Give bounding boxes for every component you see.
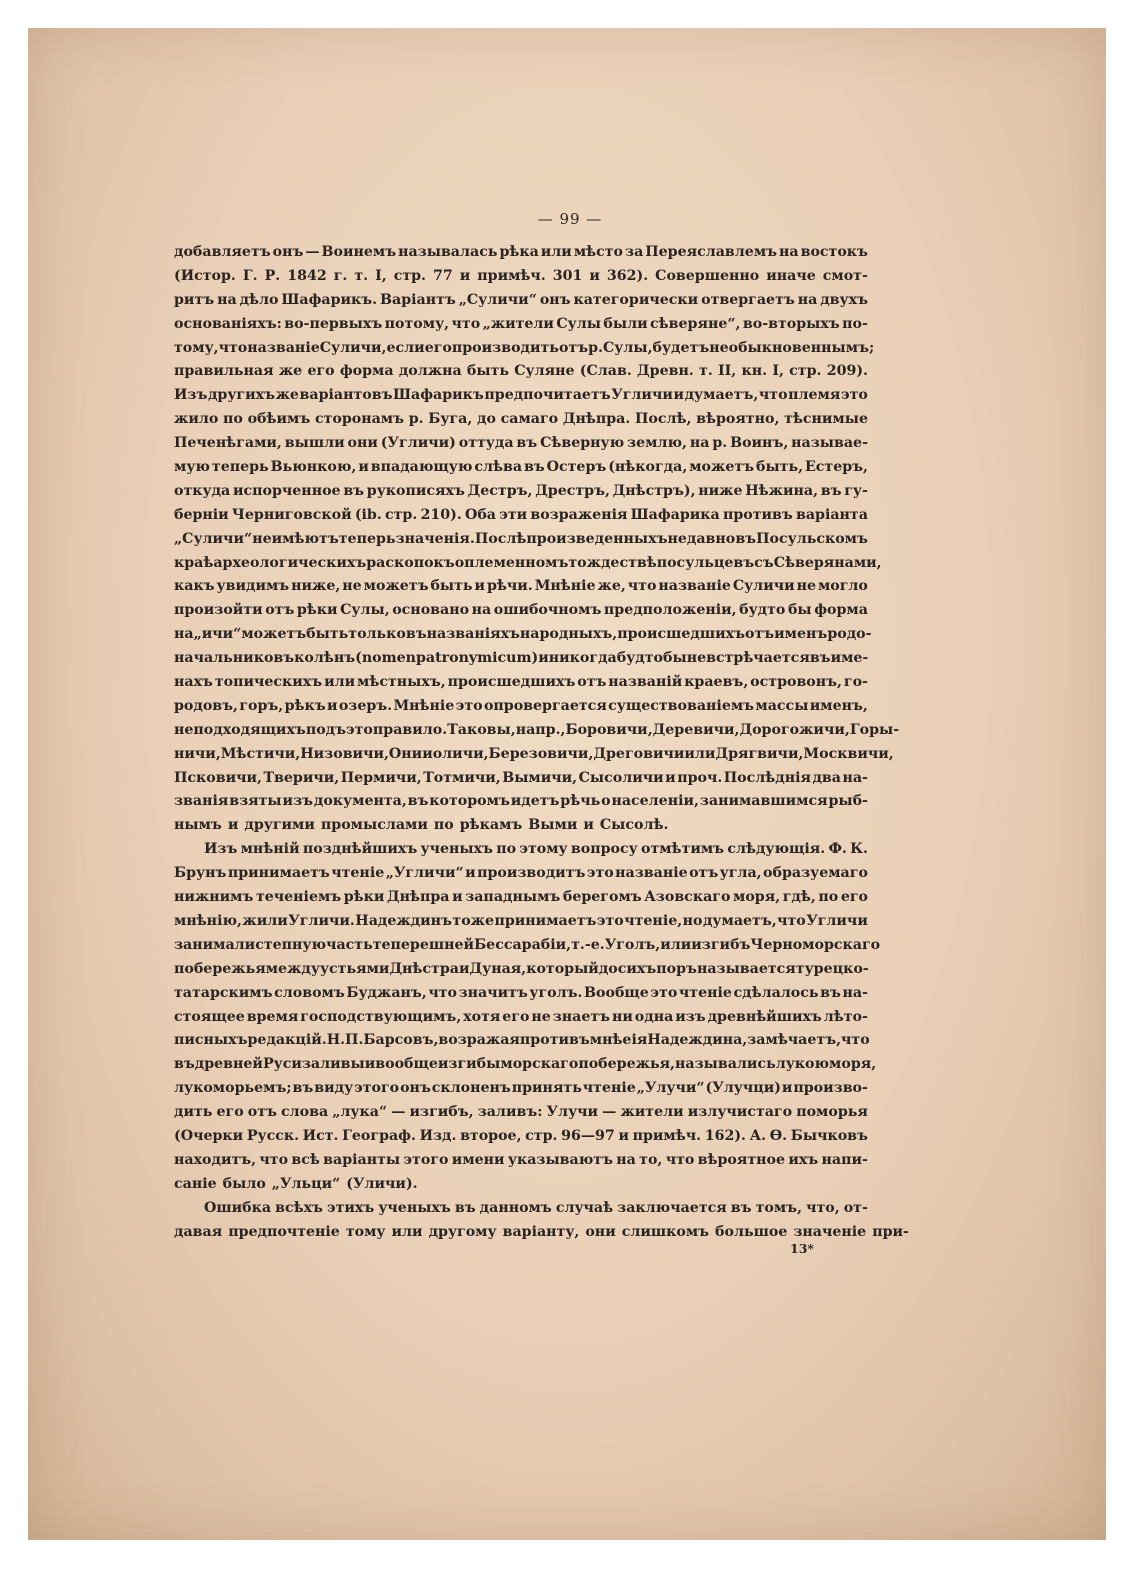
text-line: тому, что названіе Суличи, если его производить отъ р. Сулы, будетъ необыкновеннымъ;	[174, 339, 875, 356]
text-line: находитъ, что всѣ варіанты этого имени указываютъ на то, что вѣроятное ихъ напи-	[174, 1151, 868, 1168]
text-line: родовъ, горъ, рѣкъ и озеръ. Мнѣніе это опровергается существованіемъ массы именъ,	[174, 697, 868, 714]
text-line: произойти отъ рѣки Сулы, основано на ошибочномъ предположеніи, будто бы форма	[174, 602, 868, 619]
text-line: правильная же его форма должна быть Суляне (Слав. Древн. т. II, кн. I, стр. 209).	[174, 363, 868, 380]
text-line: начальниковъ колѣнъ (nomen patronymicum) и никогда будто бы не встрѣчается въ име-	[174, 650, 869, 667]
text-line: татарскимъ словомъ Буджанъ, что значитъ уголъ. Вообще это чтеніе сдѣлалось въ на-	[174, 984, 868, 1001]
text-line: краѣ археологическихъ раскопокъ о племенномъ тождествѣ посульцевъ съ Сѣверянами,	[174, 554, 882, 571]
text-line: занимали степную часть теперешней Бессарабіи, т.-е. Уголъ, или изгибъ Черноморскаго	[174, 936, 881, 953]
text-line: нахъ топическихъ или мѣстныхъ, происшедшихъ отъ названій краевъ, островонъ, го-	[174, 674, 868, 691]
text-line: лукоморьемъ; въ виду этого онъ склоненъ принять чтеніе „Улучи“ (Улучци) и произво-	[174, 1080, 868, 1097]
text-line: званія взяты изъ документа, въ которомъ идетъ рѣчь о населеніи, занимавшимся рыб-	[174, 793, 868, 810]
text-line: Псковичи, Тверичи, Пермичи, Тотмичи, Вымичи, Сысоличи и проч. Послѣднія два на-	[174, 769, 868, 786]
signature-mark: 13*	[790, 1241, 814, 1256]
text-line: ничи, Мѣстичи, Низовичи, Онииоличи, Березовичи, Дреговичи или Дрягвичи, Москвичи,	[174, 745, 894, 762]
text-line: добавляетъ онъ — Воинемъ называлась рѣка или мѣсто за Переяславлемъ на востокъ	[174, 244, 868, 260]
text-line: (Очерки Русск. Ист. Географ. Изд. второе, стр. 96—97 и примѣч. 162). А. Ѳ. Бычковъ	[174, 1127, 868, 1144]
text-line: берніи Черниговской (ib. стр. 210). Оба эти возраженія Шафарика противъ варіанта	[174, 506, 868, 523]
text-line: давая предпочтеніе тому или другому варіанту, они слишкомъ большое значеніе при-	[174, 1223, 909, 1240]
text-line: откуда испорченное въ рукописяхъ Дестръ, Дрестръ, Днѣстръ), ниже Нѣжина, въ гу-	[174, 482, 868, 499]
text-line: мую теперь Вьюнкою, и впадающую слѣва въ Остеръ (нѣкогда, можетъ быть, Естеръ,	[174, 459, 868, 476]
text-line: ритъ на дѣло Шафарикъ. Варіантъ „Суличи“ онъ категорически отвергаетъ на двухъ	[174, 291, 868, 308]
text-line: писныхъ редакцій. Н. П. Барсовъ, возражая противъ мнѣеія Надеждина, замѣчаетъ, что	[174, 1032, 870, 1049]
text-line: стоящее время господствующимъ, хотя его не знаетъ ни одна изъ древнѣйшихъ лѣто-	[174, 1008, 868, 1025]
page-number: — 99 —	[537, 210, 603, 228]
text-line: саніе было „Ульци“ (Уличи).	[174, 1175, 418, 1192]
text-line: дить его отъ слова „лука“ — изгибъ, заливъ: Улучи — жители излучистаго поморья	[174, 1104, 868, 1121]
text-line: на „ичи“ можетъ быть только въ названіяхъ народныхъ, происшедшихъ отъ именъ родо-	[174, 626, 872, 643]
text-line: Изъ другихъ же варіантовъ Шафарикъ предпочитаетъ Угличи и думаетъ, что племя это	[174, 387, 868, 404]
text-line: не подходящихъ подъ это правило. Таковы, напр., Боровичи, Деревичи, Дорогожичи, Горы-	[174, 721, 900, 738]
text-line: (Истор. Г. Р. 1842 г. т. I, стр. 77 и примѣч. 301 и 362). Совершенно иначе смот-	[174, 267, 868, 284]
text-line: какъ увидимъ ниже, не можетъ быть и рѣчи. Мнѣніе же, что названіе Суличи не могло	[174, 578, 868, 595]
text-line: Изъ мнѣній позднѣйшихъ ученыхъ по этому вопросу отмѣтимъ слѣдующія. Ф. К.	[204, 841, 868, 858]
text-line: побережья между устьями Днѣстра и Дуная, который до сихъ поръ называется турецко-	[174, 960, 869, 977]
text-line: мнѣнію, жили Угличи. Надеждинъ тоже принимаетъ это чтеніе, но думаетъ, что Угличи	[174, 912, 868, 929]
text-line: Ошибка всѣхъ этихъ ученыхъ въ данномъ случаѣ заключается въ томъ, что, от-	[204, 1199, 868, 1216]
text-line: основаніяхъ: во-первыхъ потому, что „жители Сулы были сѣверяне“, во-вторыхъ по-	[174, 315, 868, 332]
body-text	[174, 241, 909, 1244]
text-line: жило по обѣимъ сторонамъ р. Буга, до самаго Днѣпра. Послѣ, вѣроятно, тѣснимые	[174, 411, 868, 428]
text-line: въ древней Руси заливы и вообще изгибы морскаго побережья, назывались лукою моря,	[174, 1056, 877, 1073]
text-line: нижнимъ теченіемъ рѣки Днѣпра и западнымъ берегомъ Азовскаго моря, гдѣ, по его	[174, 889, 868, 906]
text-line: „Суличи“ не имѣютъ теперь значенія. Послѣ произведенныхъ недавно въ Посульскомъ	[174, 530, 868, 547]
text-line: нымъ и другими промыслами по рѣкамъ Выми и Сысолѣ.	[174, 817, 669, 834]
text-line: Брунъ принимаетъ чтеніе „Угличи“ и производитъ это названіе отъ угла, образуемаго	[174, 865, 868, 882]
text-line: Печенѣгами, вышли они (Угличи) оттуда въ Сѣверную землю, на р. Воинъ, называе-	[174, 435, 868, 452]
